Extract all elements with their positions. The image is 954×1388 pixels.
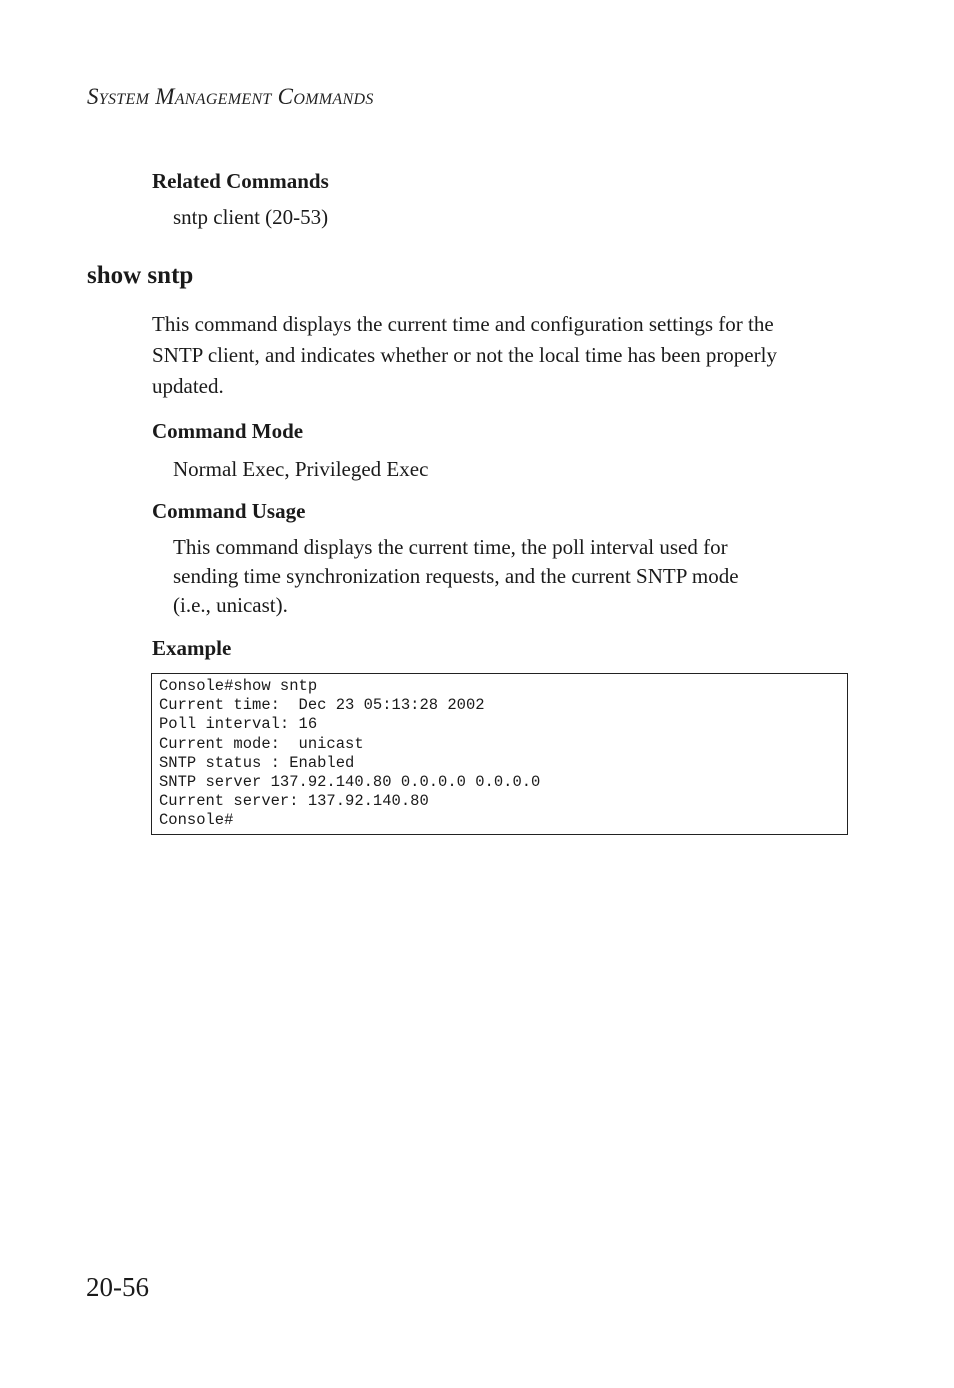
code-line: Current server: 137.92.140.80 <box>159 792 429 811</box>
usage-line: (i.e., unicast). <box>173 593 288 617</box>
command-mode-heading: Command Mode <box>152 419 304 443</box>
related-command-link[interactable]: sntp client (20-53) <box>173 205 329 229</box>
page-number: 20-56 <box>86 1272 149 1302</box>
example-heading: Example <box>152 636 232 660</box>
description-line: SNTP client, and indicates whether or not the local time has been properly <box>152 343 777 367</box>
command-usage-text <box>173 533 739 620</box>
description-line: updated. <box>152 374 224 398</box>
related-commands-heading: Related Commands <box>152 169 329 193</box>
code-line: Current mode: unicast <box>159 734 364 753</box>
command-mode-text: Normal Exec, Privileged Exec <box>173 457 429 481</box>
code-line: Console# <box>159 811 234 830</box>
code-example-box <box>151 673 848 835</box>
code-line: Console#show sntp <box>159 677 318 695</box>
usage-line: This command displays the current time, the poll interval used for <box>173 535 728 559</box>
description-line: This command displays the current time and configuration settings for the <box>152 312 774 336</box>
code-line: Poll interval: 16 <box>159 715 318 734</box>
usage-line: sending time synchronization requests, and the current SNTP mode <box>173 564 739 588</box>
code-line: SNTP status : Enabled <box>159 753 355 772</box>
section-title: show sntp <box>87 262 194 289</box>
code-line: SNTP server 137.92.140.80 0.0.0.0 0.0.0.0 <box>159 773 541 792</box>
section-description <box>152 309 777 402</box>
code-line: Current time: Dec 23 05:13:28 2002 <box>159 696 485 715</box>
command-usage-heading: Command Usage <box>152 499 306 523</box>
running-header: System Management Commands <box>87 84 374 109</box>
